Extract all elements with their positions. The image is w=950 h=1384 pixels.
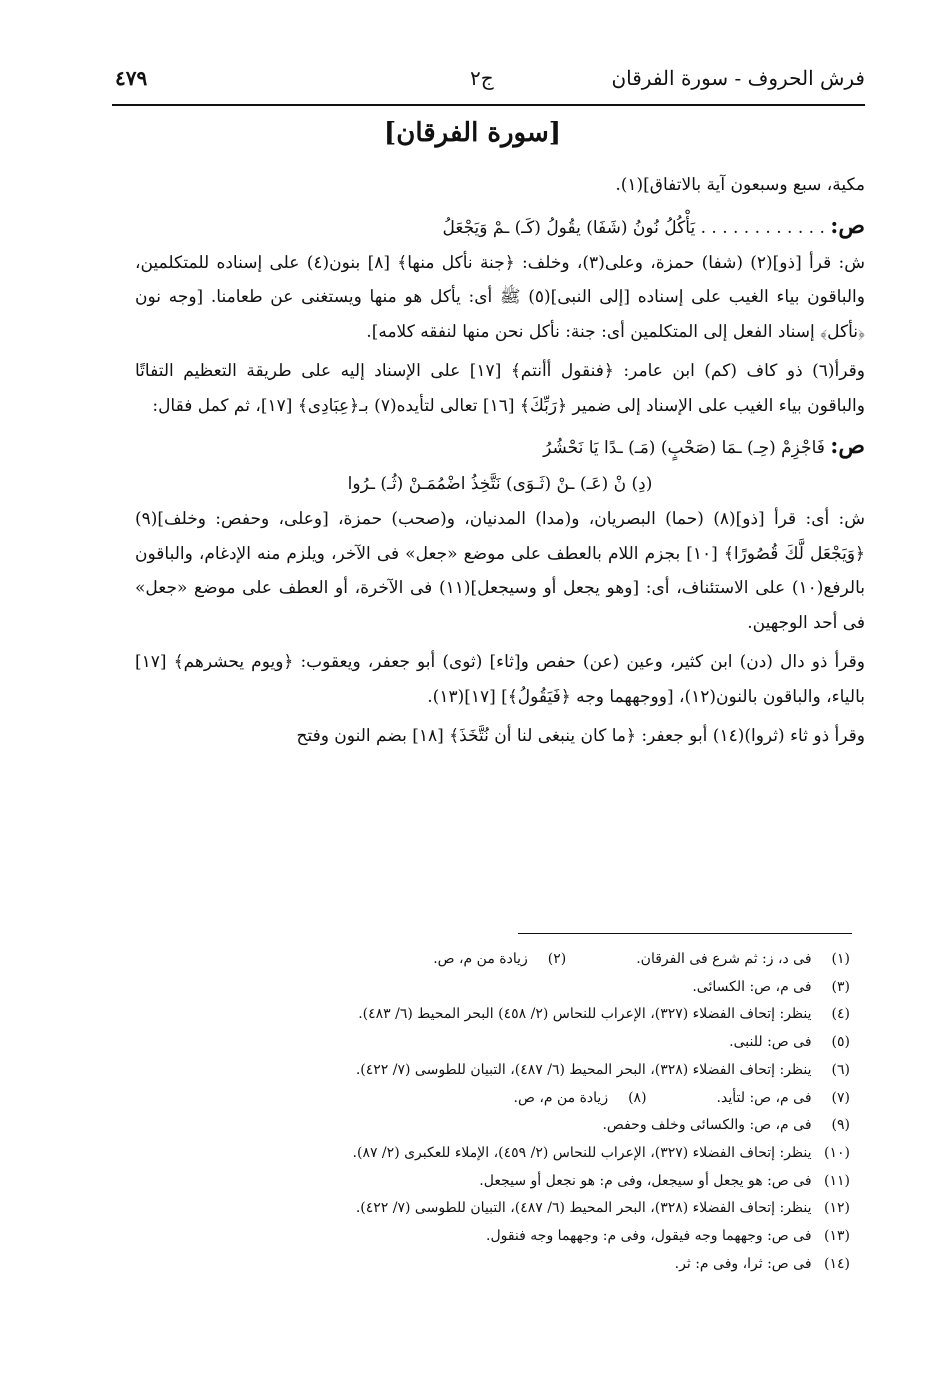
footnote: (١٤) فى ص: ثرا، وفى م: ثر. <box>674 1255 850 1272</box>
header-section-title: فرش الحروف - سورة الفرقان <box>611 66 865 90</box>
footnotes <box>175 946 850 1278</box>
surah-title: [سورة الفرقان] <box>383 118 562 148</box>
page-number: ٤٧٩ <box>115 66 148 90</box>
main-text <box>135 168 865 759</box>
verse-1-text: . . . . . . . . . . . . يَأْكُلُ نُونُ (شَفَا) يقُولُ (كَـ) ـمْ وَيَجْعَلُ <box>442 217 825 238</box>
paragraph-4: وقرأ ذو دال (دن) ابن كثير، وعين (عن) حفص و[ثاء] (ثوى) أبو جعفر، ويعقوب: ﴿ويوم يحشرهم﴾ [١٧] بالياء، والباقون بالنون(١٢)، [ووجههما وجه ﴿فَيَقُولُ﴾] [١٧](١٣). <box>135 652 865 707</box>
paragraph-1: ش: قرأ [ذو](٢) (شفا) حمزة، وعلى(٣)، وخلف: ﴿جنة نأكل منها﴾ [٨] بنون(٤) على إسناده للمتكلمين، والباقون بياء الغيب على إسناده [إلى النبى](٥) ﷺ أى: يأكل هو منها ويستغنى عن طعامنا. [وجه نون ﴿نأكل﴾ إسناد الفعل إلى المتكلمين أى: جنة: نأكل نحن منها لنفقه كلامه]. <box>135 252 866 342</box>
footnote: (١٣) فى ص: وجههما وجه فيقول، وفى م: وجههما وجه فنقول. <box>486 1228 850 1245</box>
footnote: (٩) فى م، ص: والكسائى وخلف وحفص. <box>602 1117 850 1134</box>
verse-label: ص: <box>830 433 865 459</box>
footnote: (١) فى د، ز: ثم شرع فى الفرقان.(٢) زيادة من م، ص. <box>433 951 850 967</box>
verse-2-line-1-text: فَاجْزِمْ (حِـ) ـمَا (صَحْبٍ) (مَـ) ـدًا يَا نَحْشُرُ <box>543 438 825 458</box>
running-header <box>115 60 865 100</box>
verse-1 <box>135 208 865 246</box>
verse-2-line-2: (دِ) نْ (عَـ) ـنْ (ثَـوَى) نَتَّخِذُ اضْمُمَـنْ (ثُـ) ـرُوا <box>347 474 653 494</box>
footnote: (٧) فى م، ص: لتأيد.(٨) زيادة من م، ص. <box>513 1089 850 1106</box>
footnote: (١٢) ينظر: إتحاف الفضلاء (٣٢٨)، البحر المحيط (٦/ ٤٨٧)، التبيان للطوسى (٧/ ٤٢٢). <box>355 1200 850 1217</box>
paragraph-2: وقرأ(٦) ذو كاف (كم) ابن عامر: ﴿فنقول أأنتم﴾ [١٧] على الإسناد إليه على طريقة التعظيم التفاتًا والباقون بياء الغيب على الإسناد إلى ضمير ﴿رَبِّكَ﴾ [١٦] تعالى لتأيده(٧) بـ﴿عِبَادِى﴾ [١٧]، ثم كمل فقال: <box>135 361 865 416</box>
footnote-rule <box>518 933 852 934</box>
verse-label: ص: <box>830 212 865 239</box>
footnote: (٥) فى ص: للنبى. <box>729 1034 850 1051</box>
footnote: (٣) فى م، ص: الكسائى. <box>692 978 850 995</box>
header-rule <box>112 104 865 106</box>
paragraph-5: وقرأ ذو ثاء (ثروا)(١٤) أبو جعفر: ﴿ما كان ينبغى لنا أن نُتَّخَذَ﴾ [١٨] بضم النون وفتح <box>296 726 865 746</box>
footnote: (٦) ينظر: إتحاف الفضلاء (٣٢٨)، البحر المحيط (٦/ ٤٨٧)، التبيان للطوسى (٧/ ٤٢٢). <box>355 1061 850 1078</box>
verse-2-line-1 <box>135 428 865 466</box>
header-volume: ج٢ <box>470 66 494 90</box>
footnote: (٤) ينظر: إتحاف الفضلاء (٣٢٧)، الإعراب للنحاس (٢/ ٤٥٨) البحر المحيط (٦/ ٤٨٣). <box>358 1006 850 1023</box>
paragraph-3: ش: أى: قرأ [ذو](٨) (حما) البصريان، و(مدا) المدنيان، و(صحب) حمزة، [وعلى، وحفص: وخلف](٩) ﴿وَيَجْعَل لَّكَ قُصُورًا﴾ [١٠] بجزم اللام بالعطف على موضع «جعل» فى الآخر، ويلزم منه الإدغام، والباقون بالرفع(١٠) على الاستئناف، أى: [وهو يجعل أو وسيجعل](١١) فى الآخرة، أو العطف على موضع «جعل» فى أحد الوجهين. <box>135 509 865 633</box>
intro-line: مكية، سبع وسبعون آية بالاتفاق](١). <box>615 175 865 195</box>
footnote: (١٠) ينظر: إتحاف الفضلاء (٣٢٧)، الإعراب للنحاس (٢/ ٤٥٩)، الإملاء للعكبرى (٢/ ٨٧). <box>352 1144 850 1161</box>
footnote: (١١) فى ص: هو يجعل أو سيجعل، وفى م: هو نجعل أو سيجعل. <box>479 1172 850 1189</box>
